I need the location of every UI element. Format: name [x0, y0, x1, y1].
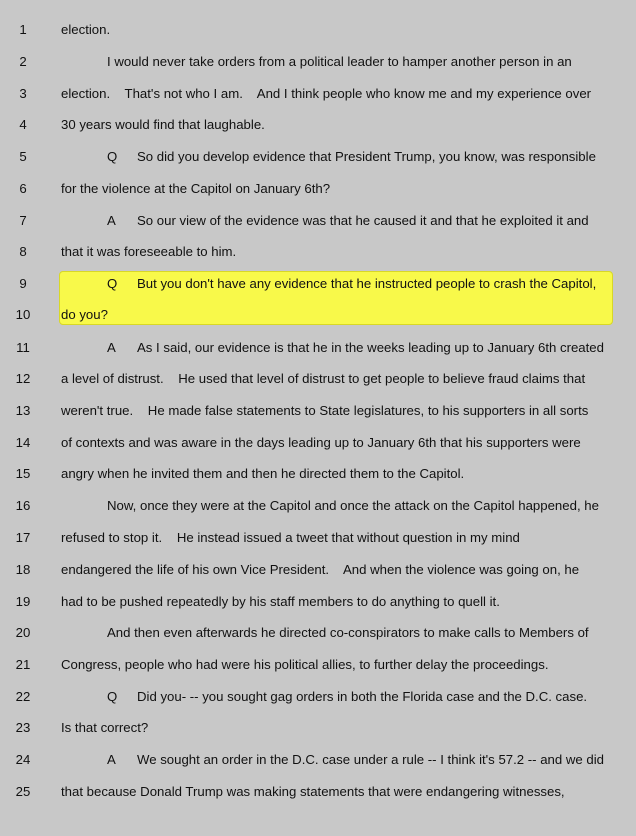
- line-text: As I said, our evidence is that he in the weeks leading up to January 6th created: [137, 340, 604, 356]
- transcript-line: [0, 14, 636, 46]
- transcript-line: [0, 332, 636, 364]
- transcript-line: [0, 712, 636, 744]
- line-number: 18: [15, 562, 31, 578]
- line-number: 19: [15, 594, 31, 610]
- transcript-line: [0, 141, 636, 173]
- transcript-line: [0, 427, 636, 459]
- line-text: We sought an order in the D.C. case under a rule -- I think it's 57.2 -- and we did: [137, 752, 605, 768]
- line-number: 25: [15, 784, 31, 800]
- transcript-line: [0, 395, 636, 427]
- line-number: 14: [15, 435, 31, 451]
- transcript-line: [0, 586, 636, 618]
- line-text: endangered the life of his own Vice President. And when the violence was going on, he: [61, 562, 580, 578]
- transcript-line: [0, 490, 636, 522]
- line-number: 9: [19, 276, 27, 292]
- line-text: refused to stop it. He instead issued a tweet that without question in my mind: [61, 530, 520, 546]
- line-number: 15: [15, 466, 31, 482]
- transcript-line: [0, 78, 636, 110]
- line-text: 30 years would find that laughable.: [61, 117, 265, 133]
- line-text: that because Donald Trump was making statements that were endangering witnesses,: [61, 784, 565, 800]
- transcript-line: [0, 776, 636, 808]
- transcript-line: [0, 458, 636, 490]
- speaker-label: A: [107, 213, 116, 229]
- line-number: 12: [15, 371, 31, 387]
- transcript-line: [0, 649, 636, 681]
- speaker-label: Q: [107, 149, 118, 165]
- transcript-line: [0, 744, 636, 776]
- line-number: 5: [19, 149, 27, 165]
- line-number: 6: [19, 181, 27, 197]
- line-text: election.: [61, 22, 111, 38]
- line-text: So our view of the evidence was that he caused it and that he exploited it and: [137, 213, 589, 229]
- transcript-line: [0, 299, 636, 331]
- line-number: 7: [19, 213, 27, 229]
- line-text: I would never take orders from a political leader to hamper another person in an: [107, 54, 572, 70]
- line-text: Congress, people who had were his political allies, to further delay the proceedings.: [61, 657, 549, 673]
- transcript-line: [0, 617, 636, 649]
- line-text: Did you- -- you sought gag orders in both the Florida case and the D.C. case.: [137, 689, 588, 705]
- line-text: election. That's not who I am. And I think people who know me and my experience over: [61, 86, 592, 102]
- line-number: 8: [19, 244, 27, 260]
- line-number: 11: [16, 340, 30, 356]
- line-number: 16: [15, 498, 31, 514]
- line-text: weren't true. He made false statements to State legislatures, to his supporters in all sorts: [61, 403, 589, 419]
- speaker-label: Q: [107, 276, 118, 292]
- line-text: a level of distrust. He used that level of distrust to get people to believe fraud claims that: [61, 371, 586, 387]
- transcript-line: [0, 205, 636, 237]
- line-number: 24: [15, 752, 31, 768]
- transcript-line: [0, 554, 636, 586]
- transcript-line: [0, 236, 636, 268]
- speaker-label: Q: [107, 689, 118, 705]
- line-number: 10: [15, 307, 31, 323]
- line-number: 13: [15, 403, 31, 419]
- line-text: of contexts and was aware in the days leading up to January 6th that his supporters were: [61, 435, 581, 451]
- line-text: Now, once they were at the Capitol and once the attack on the Capitol happened, he: [107, 498, 599, 514]
- speaker-label: A: [107, 340, 116, 356]
- line-text: for the violence at the Capitol on January 6th?: [61, 181, 331, 197]
- line-text: So did you develop evidence that President Trump, you know, was responsible: [137, 149, 596, 165]
- transcript-line: [0, 268, 636, 300]
- line-text: Is that correct?: [61, 720, 149, 736]
- line-text: that it was foreseeable to him.: [61, 244, 237, 260]
- line-text: And then even afterwards he directed co-conspirators to make calls to Members of: [107, 625, 589, 641]
- line-number: 22: [15, 689, 31, 705]
- speaker-label: A: [107, 752, 116, 768]
- line-text: angry when he invited them and then he directed them to the Capitol.: [61, 466, 465, 482]
- transcript-line: [0, 173, 636, 205]
- line-number: 3: [19, 86, 27, 102]
- line-number: 2: [19, 54, 27, 70]
- transcript-line: [0, 46, 636, 78]
- line-number: 17: [15, 530, 31, 546]
- line-text: do you?: [61, 307, 108, 323]
- line-number: 1: [19, 22, 27, 38]
- transcript-line: [0, 109, 636, 141]
- line-number: 4: [19, 117, 27, 133]
- line-number: 23: [15, 720, 31, 736]
- line-number: 21: [15, 657, 31, 673]
- line-text: But you don't have any evidence that he instructed people to crash the Capitol,: [137, 276, 597, 292]
- transcript-line: [0, 522, 636, 554]
- line-number: 20: [15, 625, 31, 641]
- transcript-line: [0, 681, 636, 713]
- line-text: had to be pushed repeatedly by his staff members to do anything to quell it.: [61, 594, 500, 610]
- transcript-line: [0, 363, 636, 395]
